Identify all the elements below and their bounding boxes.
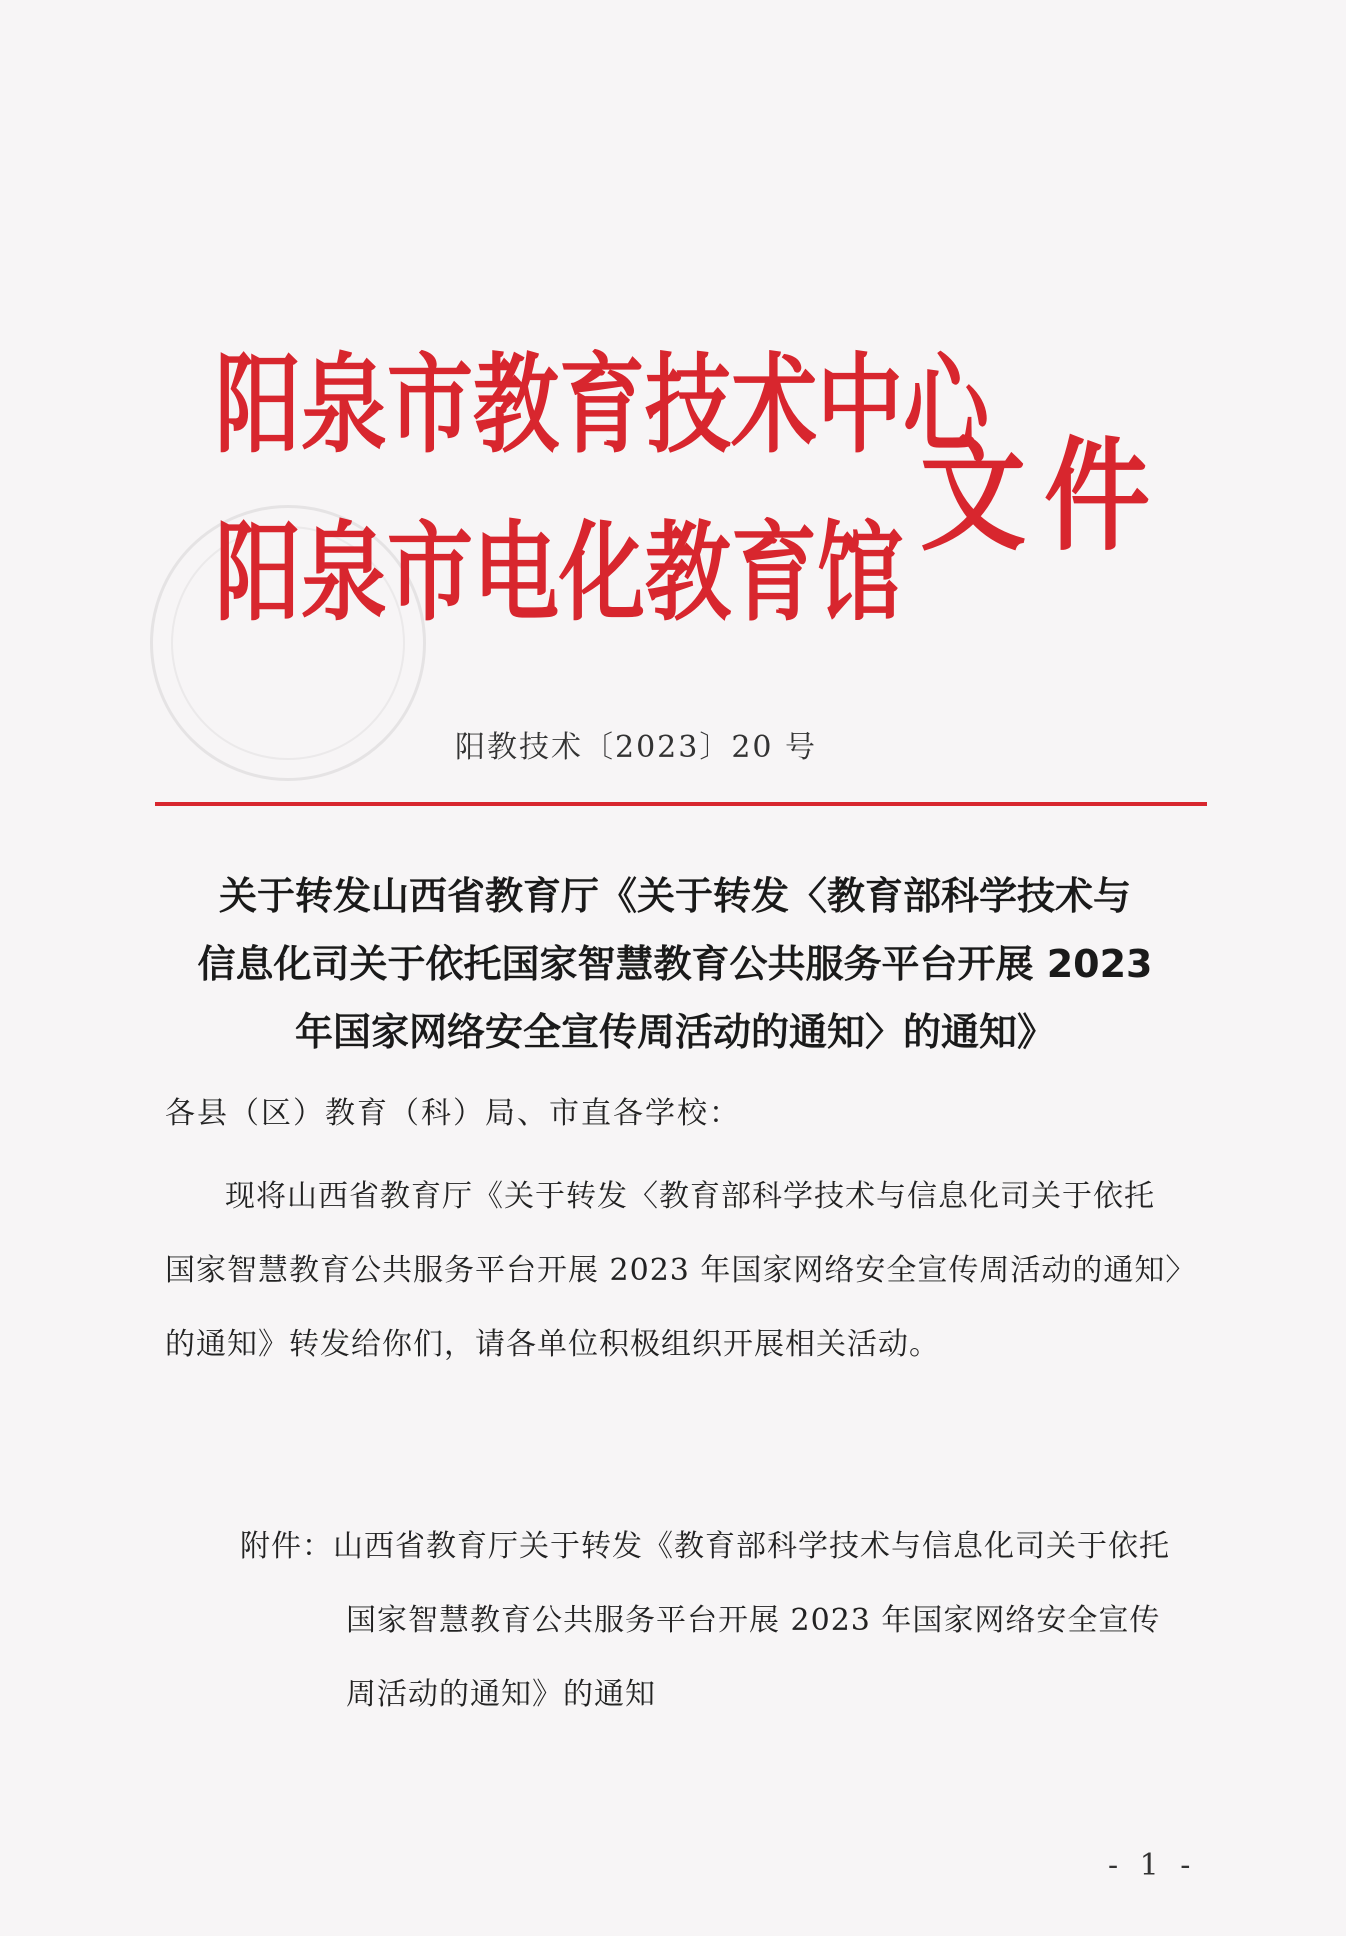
issuing-org-line-1: 阳泉市教育技术中心 <box>215 343 989 469</box>
title-line-2: 信息化司关于依托国家智慧教育公共服务平台开展 2023 <box>197 942 1153 986</box>
attachment-label: 附件： <box>240 1529 333 1564</box>
red-divider-line <box>155 802 1207 806</box>
title-line-1: 关于转发山西省教育厅《关于转发〈教育部科学技术与 <box>218 874 1131 918</box>
document-word: 文件 <box>920 425 1168 568</box>
attachment-text: 山西省教育厅关于转发《教育部科学技术与信息化司关于依托国家智慧教育公共服务平台开展 2023 年国家网络安全宣传周活动的通知》的通知 <box>333 1529 1170 1712</box>
page-number: - 1 - <box>1108 1848 1197 1883</box>
title-line-3: 年国家网络安全宣传周活动的通知〉的通知》 <box>294 1010 1055 1054</box>
attachment-block <box>240 1510 1190 1732</box>
salutation: 各县（区）教育（科）局、市直各学校： <box>165 1096 741 1131</box>
issuing-org-line-2: 阳泉市电化教育馆 <box>215 511 903 637</box>
body-paragraph: 现将山西省教育厅《关于转发〈教育部科学技术与信息化司关于依托国家智慧教育公共服务平台开展 2023 年国家网络安全宣传周活动的通知〉的通知》转发给你们，请各单位积极组织开展相关活动。 <box>165 1179 1182 1362</box>
document-title <box>160 862 1190 1066</box>
document-number: 阳教技术〔2023〕20 号 <box>455 730 818 765</box>
